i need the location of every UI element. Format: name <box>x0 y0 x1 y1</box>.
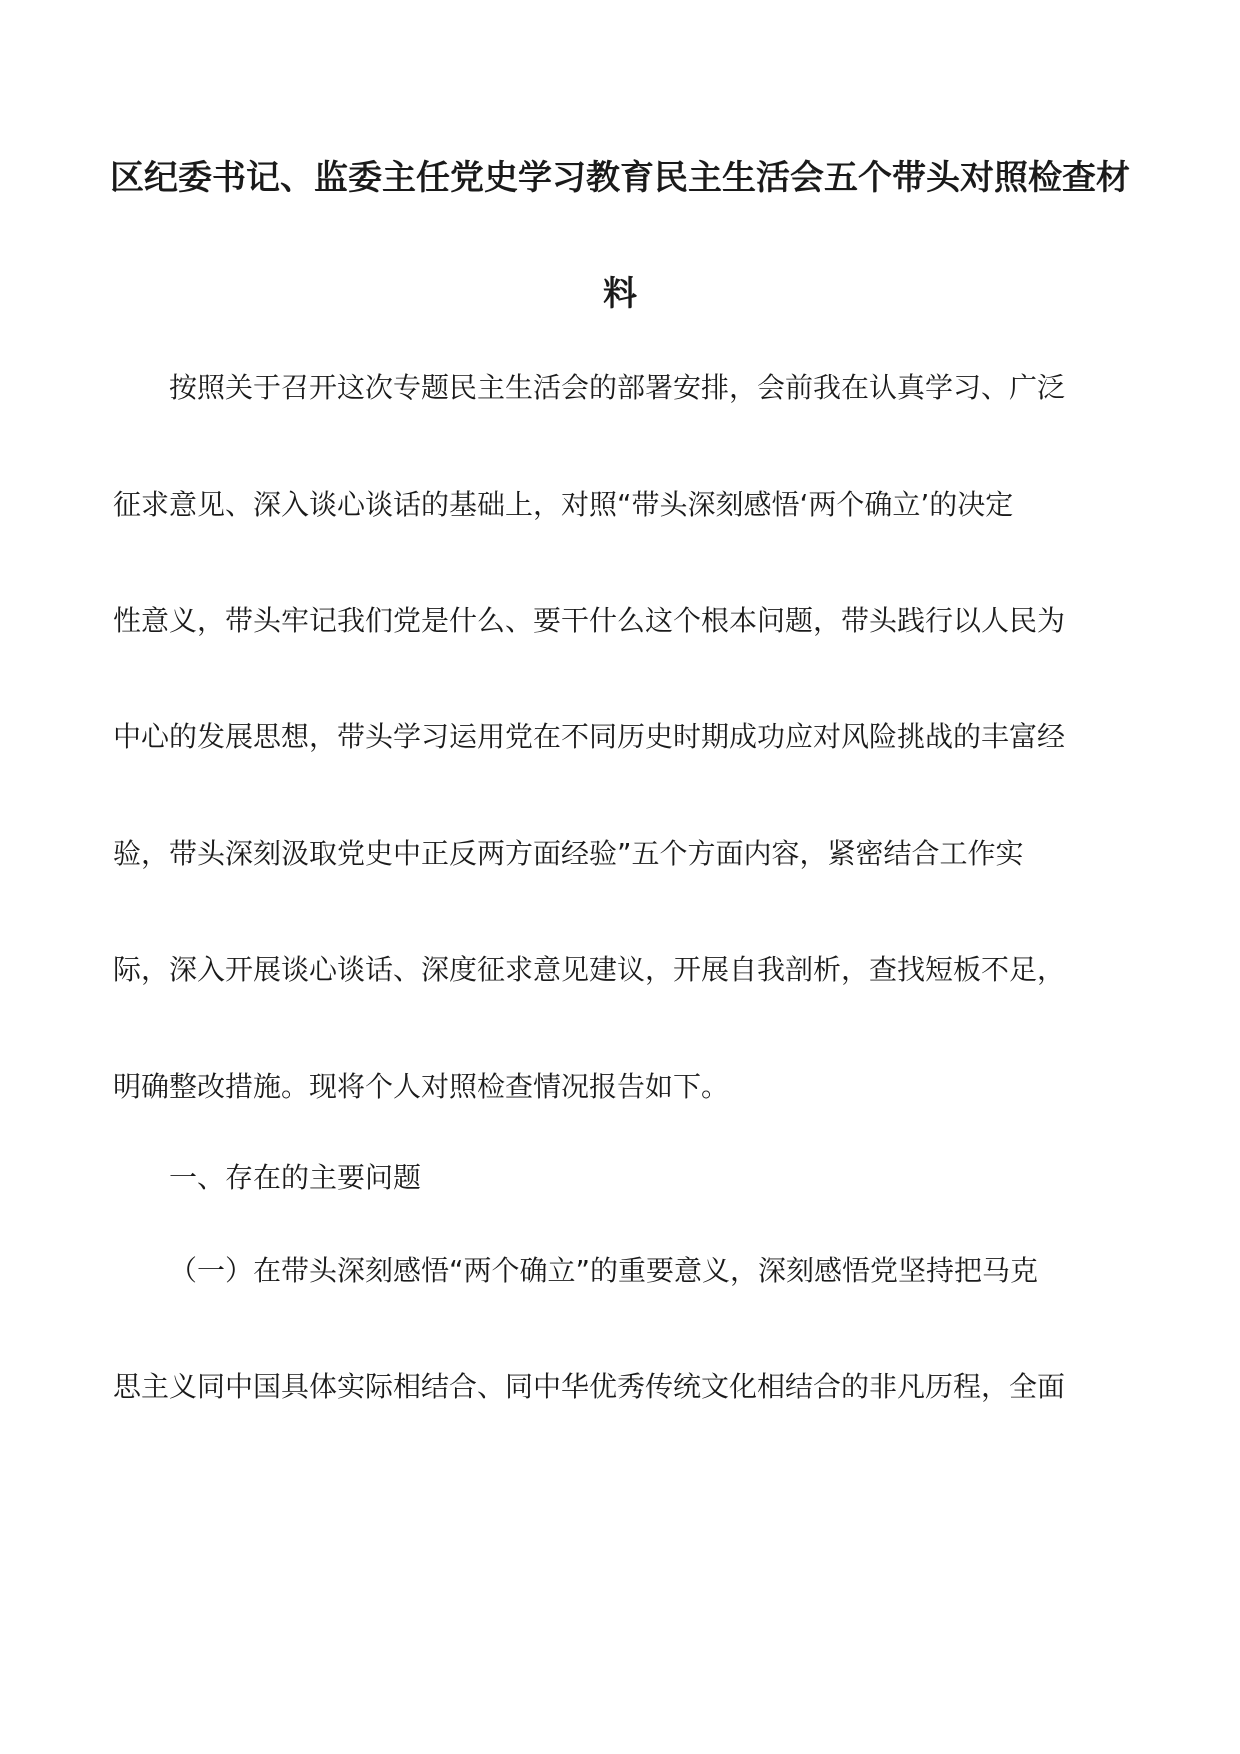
intro-paragraph-line-4: 中心的发展思想，带头学习运用党在不同历史时期成功应对风险挑战的丰富经 <box>113 720 1066 753</box>
document-title-line-1: 区纪委书记、监委主任党史学习教育民主生活会五个带头对照检查材 <box>110 158 1130 198</box>
item-1-line-2: 思主义同中国具体实际相结合、同中华优秀传统文化相结合的非凡历程，全面 <box>113 1370 1066 1403</box>
intro-paragraph-line-1: 按照关于召开这次专题民主生活会的部署安排，会前我在认真学习、广泛 <box>169 371 1066 404</box>
intro-paragraph-line-3: 性意义，带头牢记我们党是什么、要干什么这个根本问题，带头践行以人民为 <box>113 604 1066 637</box>
section-heading: 一、存在的主要问题 <box>169 1161 422 1194</box>
intro-paragraph-line-5: 验，带头深刻汲取党史中正反两方面经验”五个方面内容，紧密结合工作实 <box>113 837 1024 870</box>
document-title-line-2: 料 <box>603 274 637 314</box>
intro-paragraph-line-2: 征求意见、深入谈心谈话的基础上，对照“带头深刻感悟‘两个确立’的决定 <box>113 488 1014 521</box>
intro-paragraph-line-7: 明确整改措施。现将个人对照检查情况报告如下。 <box>113 1070 730 1103</box>
item-1-line-1: （一）在带头深刻感悟“两个确立”的重要意义，深刻感悟党坚持把马克 <box>169 1254 1039 1287</box>
intro-paragraph-line-6: 际，深入开展谈心谈话、深度征求意见建议，开展自我剖析，查找短板不足， <box>113 953 1066 986</box>
